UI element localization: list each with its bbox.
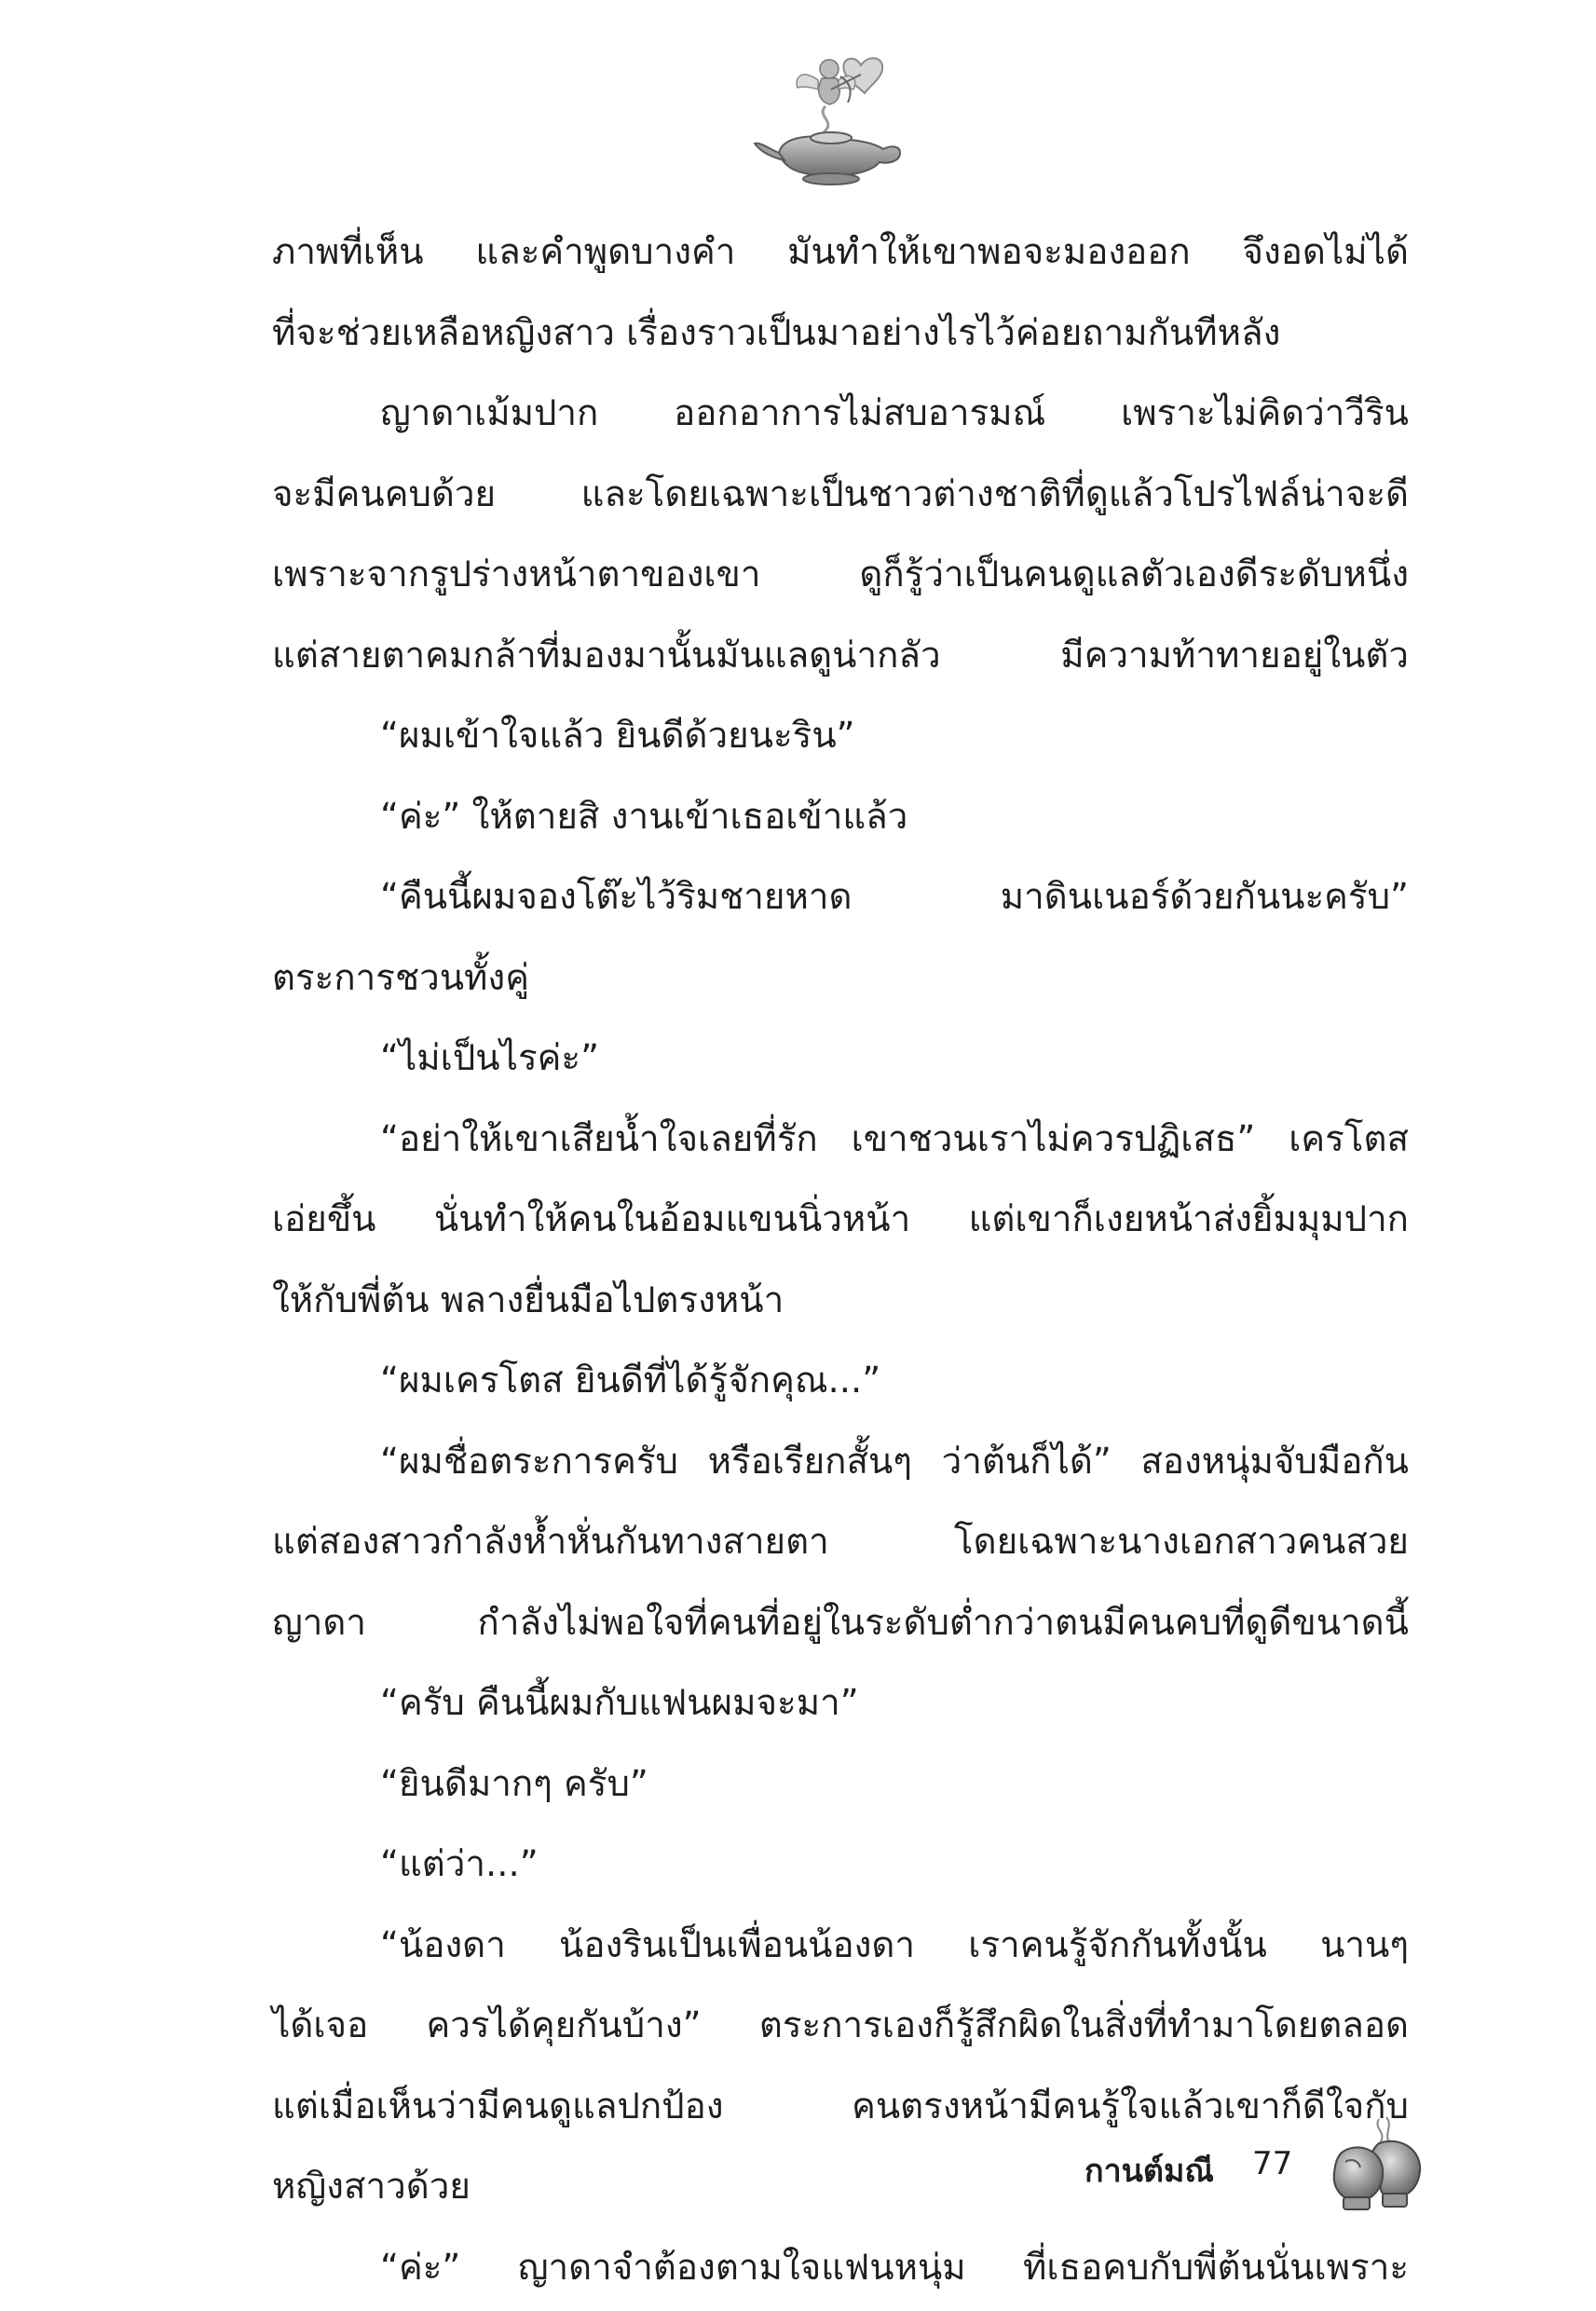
text-line: เอ่ยขึ้น นั่นทำให้คนในอ้อมแขนนิ่วหน้า แต่เขาก็เงยหน้าส่งยิ้มมุมปาก [272, 1198, 1409, 1240]
text-line: “ผมเครโตส ยินดีที่ได้รู้จักคุณ...” [380, 1360, 881, 1402]
book-title: กานต์มณี [1084, 2153, 1214, 2190]
text-line: ญาดาเม้มปาก ออกอาการไม่สบอารมณ์ เพราะไม่คิดว่าวีริน [380, 392, 1409, 434]
text-line: จะมีคนคบด้วย และโดยเฉพาะเป็นชาวต่างชาติที่ดูแล้วโปรไฟล์น่าจะดี [272, 472, 1409, 515]
text-line: ที่จะช่วยเหลือหญิงสาว เรื่องราวเป็นมาอย่างไรไว้ค่อยถามกันทีหลัง [272, 311, 1281, 354]
text-line: “ผมชื่อตระการครับ หรือเรียกสั้นๆ ว่าต้นก็ได้” สองหนุ่มจับมือกัน [380, 1440, 1409, 1483]
text-line: “ผมเข้าใจแล้ว ยินดีด้วยนะริน” [380, 715, 855, 757]
page-footer [1062, 2113, 1435, 2216]
boxing-gloves-icon [1329, 2115, 1427, 2212]
text-line: แต่เมื่อเห็นว่ามีคนดูแลปกป้อง คนตรงหน้ามีคนรู้ใจแล้วเขาก็ดีใจกับ [272, 2085, 1409, 2127]
text-line: เพราะจากรูปร่างหน้าตาของเขา ดูก็รู้ว่าเป็นคนดูแลตัวเองดีระดับหนึ่ง [272, 554, 1409, 595]
text-line: “น้องดา น้องรินเป็นเพื่อนน้องดา เราคนรู้จักกันทั้งนั้น นานๆ [380, 1923, 1409, 1966]
text-line: แต่สองสาวกำลังห้ำหั่นกันทางสายตา โดยเฉพาะนางเอกสาวคนสวย [272, 1521, 1409, 1563]
text-line: “อย่าให้เขาเสียน้ำใจเลยที่รัก เขาชวนเราไม่ควรปฏิเสธ” เครโตส [380, 1117, 1409, 1160]
text-line: ตระการชวนทั้งคู่ [272, 956, 529, 999]
text-line: แต่สายตาคมกล้าที่มองมานั้นมันแลดูน่ากลัว มีความท้าทายอยู่ในตัว [272, 634, 1409, 677]
text-line: “แต่ว่า...” [380, 1843, 539, 1885]
text-line: “ไม่เป็นไรค่ะ” [380, 1037, 600, 1079]
cupid-magic-lamp-icon [751, 48, 909, 188]
text-line: ภาพที่เห็น และคำพูดบางคำ มันทำให้เขาพอจะมองออก จึงอดไม่ได้ [272, 231, 1409, 273]
text-line: “ค่ะ” ญาดาจำต้องตามใจแฟนหนุ่ม ที่เธอคบกับพี่ต้นนั่นเพราะ [380, 2246, 1409, 2289]
text-line: “คืนนี้ผมจองโต๊ะไว้ริมชายหาด มาดินเนอร์ด้วยกันนะครับ” [380, 876, 1409, 918]
page-number: 77 [1252, 2145, 1293, 2182]
text-line: หญิงสาวด้วย [272, 2166, 471, 2208]
text-line: ให้กับพี่ต้น พลางยื่นมือไปตรงหน้า [272, 1279, 784, 1321]
text-line: ญาดา กำลังไม่พอใจที่คนที่อยู่ในระดับต่ำกว่าตนมีคนคบที่ดูดีขนาดนี้ [272, 1601, 1409, 1644]
text-line: “ค่ะ” ให้ตายสิ งานเข้าเธอเข้าแล้ว [380, 795, 908, 838]
text-line: ได้เจอ ควรได้คุยกันบ้าง” ตระการเองก็รู้สึกผิดในสิ่งที่ทำมาโดยตลอด [272, 2004, 1409, 2046]
text-line: “ครับ คืนนี้ผมกับแฟนผมจะมา” [380, 1682, 859, 1724]
text-line: “ยินดีมากๆ ครับ” [380, 1762, 648, 1805]
body-text [272, 212, 1409, 2308]
